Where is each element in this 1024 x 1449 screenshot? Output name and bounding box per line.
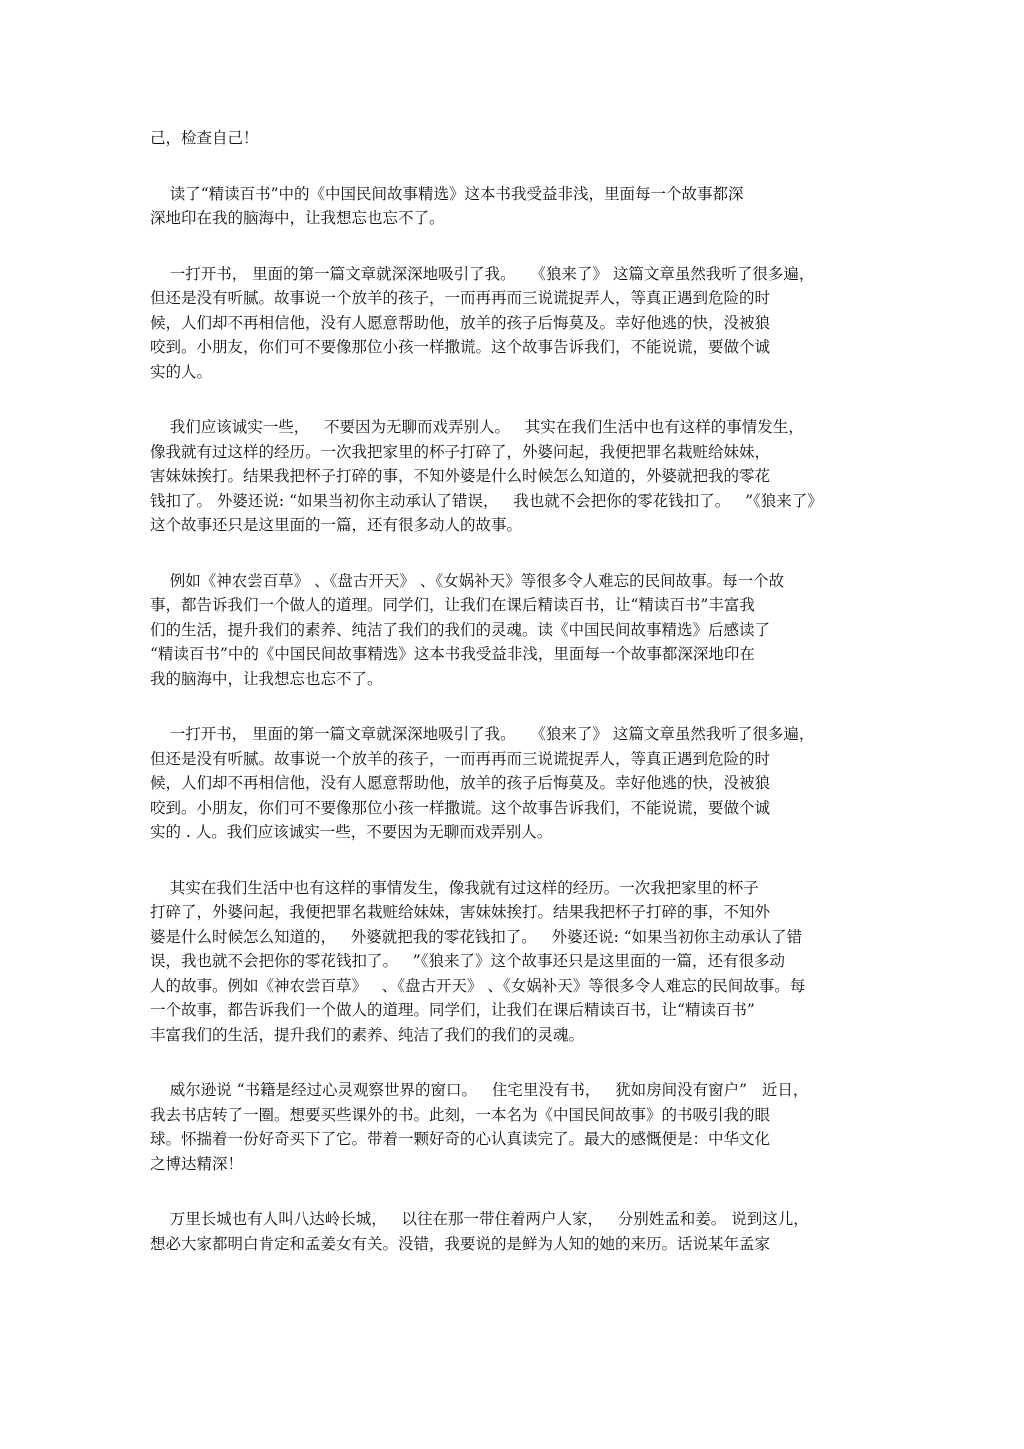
text-line: 咬到。小朋友，你们可不要像那位小孩一样撒谎。这个故事告诉我们，不能说谎，要做个诚	[150, 798, 771, 817]
text-line: 人的故事。例如《神农尝百草》 、《盘古开天》 、《女娲补天》等很多令人难忘的民间故事。每	[150, 976, 806, 995]
text-line: “精读百书”中的《中国民间故事精选》这本书我受益非浅，里面每一个故事都深深地印在	[150, 645, 755, 663]
text-line: 钱扣了。 外婆还说: “如果当初你主动承认了错误， 我也就不会把你的零花钱扣了。 ”《狼来了》	[150, 491, 823, 510]
text-line: 我们应该诚实一些， 不要因为无聊而戏弄别人。 其实在我们生活中也有这样的事情发生，	[150, 418, 804, 436]
document-page	[150, 126, 880, 1287]
text-line: 这个故事还只是这里面的一篇，还有很多动人的故事。	[150, 516, 523, 534]
text-line: 一个故事，都告诉我们一个做人的道理。同学们，让我们在课后精读百书，让“精读百书”	[150, 1001, 755, 1019]
text-line: 但还是没有听腻。故事说一个放羊的孩子，一而再再而三说谎捉弄人，等真正遇到危险的时	[150, 749, 771, 768]
text-line: 候，人们却不再相信他，没有人愿意帮助他，放羊的孩子后悔莫及。幸好他逃的快，没被狼	[150, 313, 771, 332]
text-line: 威尔逊说 “书籍是经过心灵观察世界的窗口。 住宅里没有书， 犹如房间没有窗户” 近日，	[150, 1081, 809, 1099]
text-line: 咬到。小朋友，你们可不要像那位小孩一样撒谎。这个故事告诉我们，不能说谎，要做个诚	[150, 338, 771, 356]
text-line: 但还是没有听腻。故事说一个放羊的孩子，一而再再而三说谎捉弄人，等真正遇到危险的时	[150, 289, 771, 307]
text-line: 候，人们却不再相信他，没有人愿意帮助他，放羊的孩子后悔莫及。幸好他逃的快，没被狼	[150, 774, 771, 792]
text-line: 己，检查自己！	[150, 129, 259, 147]
text-line: 读了“精读百书”中的《中国民间故事精选》这本书我受益非浅，里面每一个故事都深	[150, 184, 744, 203]
text-line: 像我就有过这样的经历。一次我把家里的杯子打碎了，外婆问起，我便把罪名栽赃给妹妹，	[150, 442, 771, 461]
text-line: 们的生活，提升我们的素养、纯洁了我们的我们的灵魂。读《中国民间故事精选》后感读了	[150, 620, 771, 639]
text-line: 其实在我们生活中也有这样的事情发生，像我就有过这样的经历。一次我把家里的杯子	[150, 878, 759, 897]
paragraph-3	[150, 262, 880, 385]
text-line: 之博达精深！	[150, 1154, 244, 1173]
paragraph-8	[150, 1078, 880, 1176]
text-line: 我去书店转了一圈。想要买些课外的书。此刻，一本名为《中国民间故事》的书吸引我的眼	[150, 1105, 771, 1124]
text-line: 事，都告诉我们一个做人的道理。同学们，让我们在课后精读百书，让“精读百书”丰富我	[150, 596, 755, 614]
text-line: 打碎了，外婆问起，我便把罪名栽赃给妹妹，害妹妹挨打。结果我把杯子打碎的事，不知外	[150, 903, 771, 921]
paragraph-9	[150, 1207, 880, 1256]
text-line: 万里长城也有人叫八达岭长城， 以往在那一带住着两户人家， 分别姓孟和姜。 说到这儿，	[150, 1210, 809, 1228]
text-line: 球。怀揣着一份好奇买下了它。带着一颗好奇的心认真读完了。最大的感慨便是：中华文化	[150, 1130, 771, 1148]
paragraph-4	[150, 415, 880, 538]
text-line: 婆是什么时候怎么知道的， 外婆就把我的零花钱扣了。 外婆还说: “如果当初你主动承认了错	[150, 927, 803, 946]
paragraph-6	[150, 722, 880, 845]
text-line: 例如《神农尝百草》 、《盘古开天》 、《女娲补天》等很多令人难忘的民间故事。每一个故	[150, 571, 785, 590]
text-line: 深地印在我的脑海中，让我想忘也忘不了。	[150, 209, 445, 227]
text-line: 我的脑海中，让我想忘也忘不了。	[150, 669, 383, 688]
text-line: 丰富我们的生活，提升我们的素养、纯洁了我们的我们的灵魂。	[150, 1025, 585, 1044]
text-line: 实的 . 人。我们应该诚实一些，不要因为无聊而戏弄别人。	[150, 823, 553, 841]
text-line: 一打开书， 里面的第一篇文章就深深地吸引了我。 《狼来了》 这篇文章虽然我听了很多遍，	[150, 264, 815, 283]
text-line: 害妹妹挨打。结果我把杯子打碎的事，不知外婆是什么时候怎么知道的，外婆就把我的零花	[150, 467, 771, 485]
paragraph-1	[150, 126, 880, 151]
text-line: 误，我也就不会把你的零花钱扣了。 ”《狼来了》这个故事还只是这里面的一篇，还有很多动	[150, 952, 785, 970]
text-line: 一打开书， 里面的第一篇文章就深深地吸引了我。 《狼来了》 这篇文章虽然我听了很多遍，	[150, 725, 815, 743]
paragraph-7	[150, 876, 880, 1048]
text-line: 想必大家都明白肯定和孟姜女有关。没错，我要说的是鲜为人知的她的来历。话说某年孟家	[150, 1234, 771, 1253]
paragraph-2	[150, 182, 880, 231]
text-line: 实的人。	[150, 362, 213, 381]
paragraph-5	[150, 569, 880, 692]
